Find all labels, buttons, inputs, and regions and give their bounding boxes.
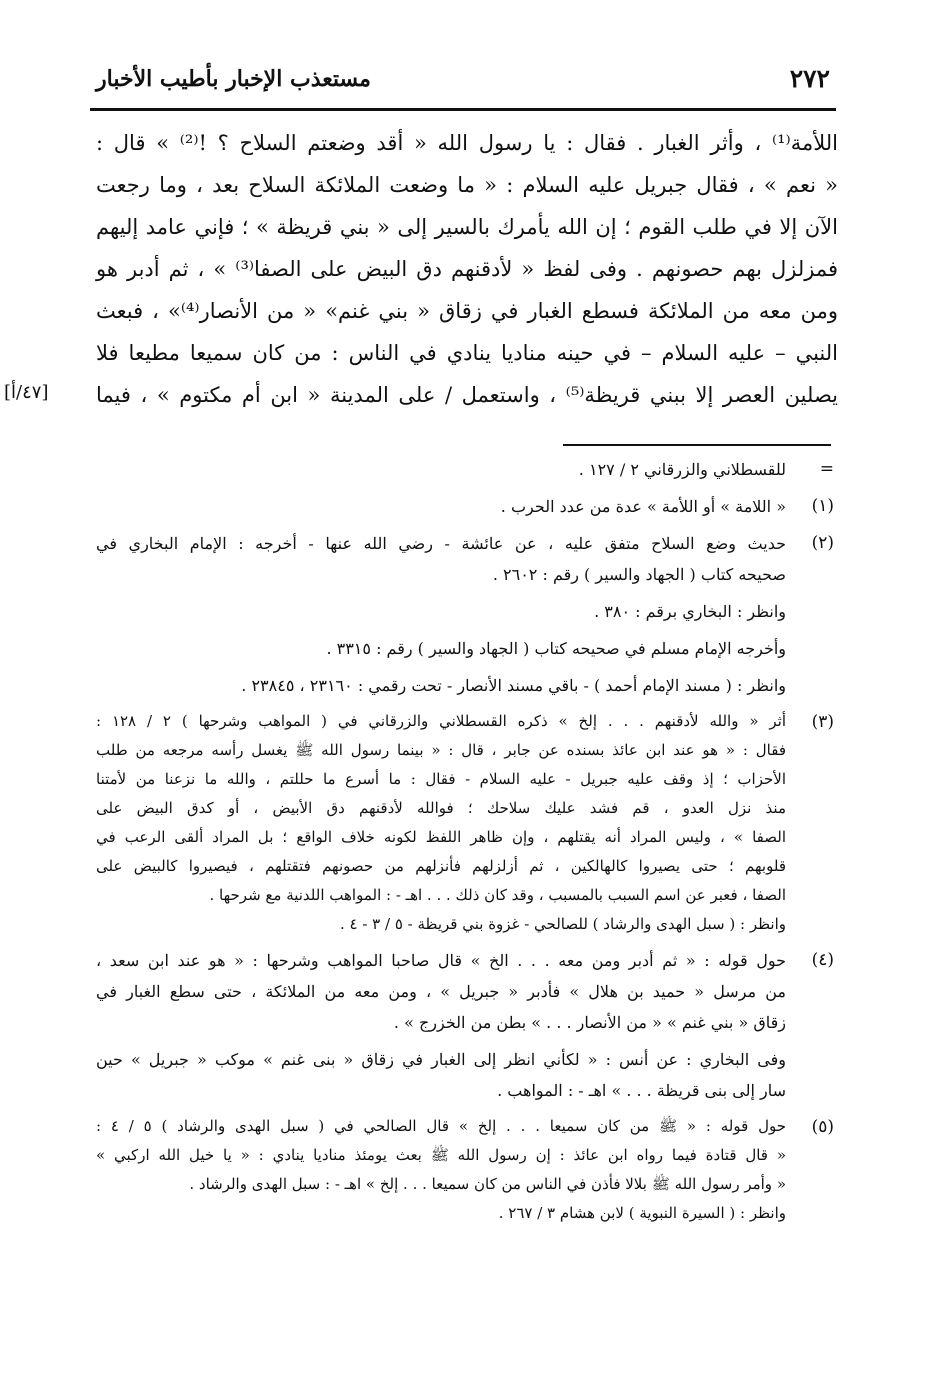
footnote-line: وأخرجه الإمام مسلم في صحيحه كتاب ( الجهاد والسير ) رقم : ٣٣١٥ . [326, 639, 786, 658]
footnote-line: وفى البخاري : عن أنس : « لكأني انظر إلى الغبار في زقاق « بنى غنم » موكب « جبريل » حين [96, 1050, 786, 1069]
footnote-line: وانظر : البخاري برقم : ٣٨٠ . [594, 602, 786, 621]
footnote-line: حول قوله : « ﷺ من كان سميعا . . . إلخ » قال الصالحي في ( سبل الهدى والرشاد ) ٥ / ٤ : [96, 1117, 786, 1135]
footnote-continuation-marker: = [819, 459, 834, 479]
footnote-number: (٤) [811, 950, 834, 970]
footnote-2 [96, 528, 838, 701]
footnote-line: للقسطلاني والزرقاني ٢ / ١٢٧ . [578, 460, 786, 479]
main-text-line: « نعم » ، فقال جبريل عليه السلام : « ما وضعت الملائكة السلاح بعد ، وما رجعت [96, 173, 838, 197]
main-text-line: ومن معه من الملائكة فسطع الغبار في زقاق « بني غنم» « من الأنصار⁽⁴⁾» ، فبعث [96, 299, 838, 323]
footnote-line: فقال : « هو عند ابن عائذ بسنده عن جابر ، قال : « بينما رسول الله ﷺ يغسل رأسه مرجعه من طلب [96, 741, 786, 759]
footnote-continuation [96, 454, 838, 485]
footnote-line: أثر « والله لأدقنهم . . . إلخ » ذكره القسطلاني والزرقاني في ( المواهب وشرحها ) ٢ / ١٢٨ : [96, 712, 786, 730]
footnote-line: وانظر : ( السيرة النبوية ) لابن هشام ٣ / ٢٦٧ . [498, 1204, 786, 1222]
footnote-line: حديث وضع السلاح متفق عليه ، عن عائشة - رضي الله عنها - أخرجه : الإمام البخاري في [96, 534, 786, 553]
footnote-line: من مرسل « حميد بن هلال » فأدبر « جبريل » ، ومن معه من الملائكة ، حتى سطع الغبار في [96, 982, 786, 1001]
footnote-line: وانظر : ( سبل الهدى والرشاد ) للصالحي - غزوة بني قريظة - ٥ / ٣ - ٤ . [339, 915, 786, 933]
main-text-line: فمزلزل بهم حصونهم . وفى لفظ « لأدقنهم دق البيض على الصفا⁽³⁾ » ، ثم أدبر هو [96, 257, 838, 281]
main-text-line: يصلين العصر إلا ببني قريظة⁽⁵⁾ ، واستعمل / على المدينة « ابن أم مكتوم » ، فيما [96, 383, 838, 407]
footnote-line: « وأمر رسول الله ﷺ بلالا فأذن في الناس من كان سميعا . . . إلخ » اهـ - : سبل الهدى والرشاد . [189, 1175, 786, 1193]
footnote-line: الصفا » ، وليس المراد أنه يقتلهم ، وإن ظاهر اللفظ لكونه خلاف الواقع ؛ بل المراد ألقى الرعب في [96, 828, 786, 846]
main-text [96, 122, 838, 416]
footnote-line: صحيحه كتاب ( الجهاد والسير ) رقم : ٢٦٠٢ . [492, 565, 786, 584]
main-text-line: النبي – عليه السلام – في حينه مناديا ينادي في الناس : من كان سميعا مطيعا فلا [96, 341, 838, 365]
main-text-line: اللأمة⁽¹⁾ ، وأثر الغبار . فقال : يا رسول الله « أقد وضعتم السلاح ؟ !⁽²⁾ » قال : [96, 131, 838, 155]
footnote-line: الأحزاب ؛ إذ وقف عليه جبريل - عليه السلام - فقال : ما أسرع ما حللتم ، والله ما نزعنا من لأمتنا [96, 770, 786, 788]
page-number: ٢٧٢ [789, 64, 830, 93]
main-text-line: الآن إلا في طلب القوم ؛ إن الله يأمرك بالسير إلى « بني قريظة » ؛ فإني عامد إليهم [96, 215, 838, 239]
footnote-line: وانظر : ( مسند الإمام أحمد ) - باقي مسند الأنصار - تحت رقمي : ٢٣١٦٠ ، ٢٣٨٤٥ . [241, 676, 786, 695]
margin-folio-note: [٤٧/أ] [4, 382, 49, 403]
footnote-3 [96, 707, 838, 939]
footnote-number: (٣) [811, 712, 834, 732]
footnote-line: زقاق « بني غنم » « من الأنصار . . . » بطن من الخزرج » . [393, 1013, 786, 1032]
footnote-line: الصفا ، فعبر عن اسم السبب بالمسبب ، وقد كان ذلك . . . اهـ - : المواهب اللدنية مع شرحها . [209, 886, 786, 904]
footnote-number: (٥) [811, 1117, 834, 1137]
footnote-number: (١) [811, 496, 834, 516]
footnote-line: سار إلى بنى قريظة . . . » اهـ - : المواهب . [497, 1081, 786, 1100]
footnote-line: منذ نزل العدو ، قم فشد عليك سلاحك ؛ فوالله لأدقنهم دق الأبيض ، أو كدق البيض على [96, 799, 786, 817]
running-title: مستعذب الإخبار بأطيب الأخبار [96, 66, 371, 92]
footnote-separator [563, 444, 831, 446]
footnote-line: « قال قتادة فيما رواه ابن عائذ : إن رسول الله ﷺ بعث يومئذ مناديا ينادي : « يا خيل الله اركبي » [96, 1146, 786, 1164]
footnote-line: حول قوله : « ثم أدبر ومن معه . . . الخ » قال صاحبا المواهب وشرحها : « هو عند ابن سعد ، [96, 951, 786, 970]
footnote-line: « اللامة » أو اللأمة » عدة من عدد الحرب . [500, 497, 786, 516]
footnotes [96, 454, 838, 1234]
footnote-1 [96, 491, 838, 522]
footnote-5 [96, 1112, 838, 1228]
footnote-4 [96, 945, 838, 1106]
footnote-number: (٢) [811, 533, 834, 553]
footnote-line: قلوبهم ؛ حتى يصيروا كالهالكين ، ثم أزلزلهم فأنزلهم من حصونهم فتقتلهم ، فيصيروا كالبيض على [96, 857, 786, 875]
page-header [90, 62, 836, 111]
